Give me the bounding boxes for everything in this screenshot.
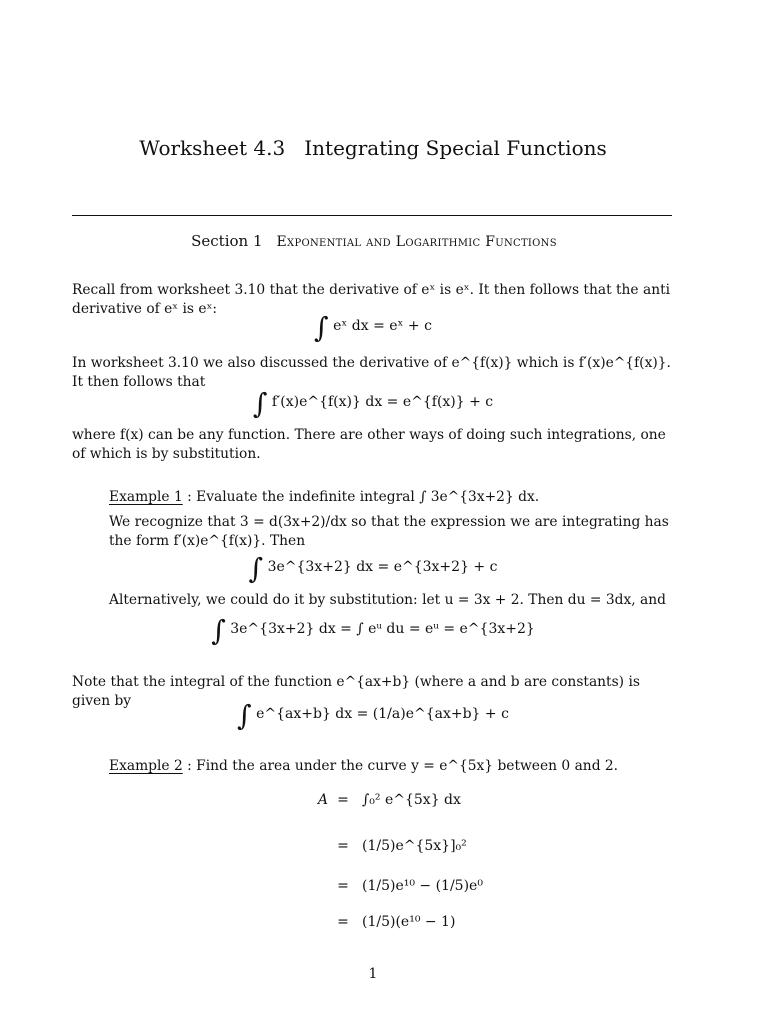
example-1-equation-1: ∫ 3e^{3x+2} dx = e^{3x+2} + c	[248, 552, 498, 585]
section-name: Exponential and Logarithmic Functions	[276, 234, 557, 250]
equation-integral-chain: ∫ f′(x)e^{f(x)} dx = e^{f(x)} + c	[252, 387, 494, 420]
example-2-step-4	[0, 914, 768, 954]
intro-paragraph-2	[72, 354, 676, 392]
intro-p2-text: In worksheet 3.10 we also discussed the derivative of e^{f(x)} which is f′(x)e^{f(x)}. It then follows that	[72, 355, 671, 390]
example-2-step-2	[0, 838, 768, 878]
integral-sign-icon: ∫	[211, 614, 226, 647]
step-expression: ∫₀² e^{5x} dx	[362, 792, 461, 808]
page-number: 1	[368, 966, 378, 982]
equation-integral-ex: ∫ eˣ dx = eˣ + c	[314, 311, 432, 344]
equals-sign: =	[337, 838, 349, 854]
worksheet-title: Worksheet 4.3 Integrating Special Functions	[139, 136, 607, 160]
example-2-label: Example 2	[109, 758, 183, 774]
example-1-label: Example 1	[109, 489, 183, 505]
example-1-line-1	[109, 513, 676, 551]
step-expression: (1/5)(e¹⁰ − 1)	[362, 914, 456, 930]
equals-sign: =	[337, 878, 349, 894]
section-number: Section 1	[191, 232, 263, 250]
integral-sign-icon: ∫	[314, 311, 329, 344]
integral-sign-icon: ∫	[237, 699, 252, 732]
note-equation: ∫ e^{ax+b} dx = (1/a)e^{ax+b} + c	[237, 699, 509, 732]
example-1-prompt	[109, 488, 676, 507]
area-variable: A	[317, 792, 328, 808]
step-expression: (1/5)e^{5x}]₀²	[362, 838, 467, 854]
example-1-line-1-text: We recognize that 3 = d(3x+2)/dx so that the expression we are integrating has the form f′(x)e^{f(x)}. Then	[109, 514, 669, 549]
intro-p1-text: Recall from worksheet 3.10 that the derivative of eˣ is eˣ. It then follows that the anti derivative of eˣ is eˣ:	[72, 282, 671, 317]
example-1-line-2	[109, 591, 676, 610]
example-2-prompt	[109, 757, 676, 776]
step-expression: (1/5)e¹⁰ − (1/5)e⁰	[362, 878, 483, 894]
section-heading	[0, 232, 748, 250]
example-1-question: : Evaluate the indefinite integral ∫ 3e^{3x+2} dx.	[187, 489, 540, 505]
integral-sign-icon: ∫	[248, 552, 264, 585]
example-2-question: : Find the area under the curve y = e^{5x} between 0 and 2.	[187, 758, 619, 774]
example-2-step-1	[0, 792, 768, 832]
intro-paragraph-3	[72, 426, 676, 464]
example-2-step-3	[0, 878, 768, 918]
example-1-equation-2: ∫ 3e^{3x+2} dx = ∫ eᵘ du = eᵘ = e^{3x+2}	[211, 614, 535, 647]
intro-p3-text: where f(x) can be any function. There are other ways of doing such integrations, one of which is by substitution.	[72, 427, 666, 462]
equals-sign: =	[337, 914, 349, 930]
example-1-line-2-text: Alternatively, we could do it by substitution: let u = 3x + 2. Then du = 3dx, and	[109, 592, 666, 608]
note-text: Note that the integral of the function e^{ax+b} (where a and b are constants) is given by	[72, 674, 640, 709]
title-divider	[72, 215, 672, 216]
integral-sign-icon: ∫	[252, 387, 268, 420]
equals-sign: =	[337, 792, 349, 808]
